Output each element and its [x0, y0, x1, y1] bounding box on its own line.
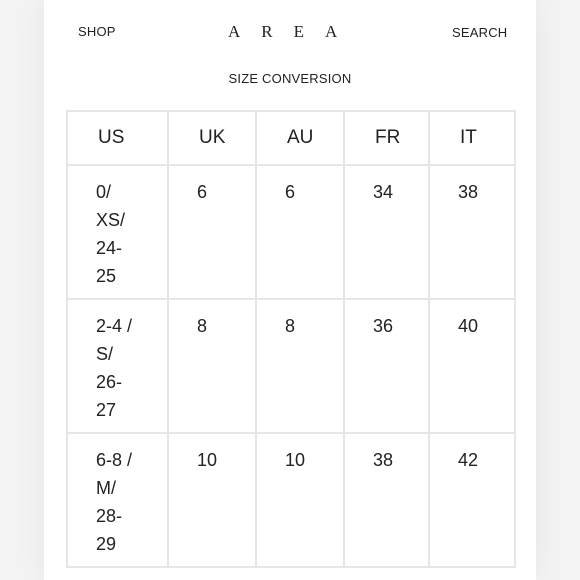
au-size: 10 [285, 450, 306, 470]
us-size-line: 25 [96, 266, 117, 286]
header-fr [344, 111, 429, 165]
au-size: 6 [285, 182, 296, 202]
uk-size: 6 [197, 182, 208, 202]
us-size-line: 28- [96, 506, 123, 526]
us-size-line: 24- [96, 238, 123, 258]
fr-size: 36 [373, 316, 394, 336]
header-label: UK [199, 127, 226, 148]
shop-link[interactable]: SHOP [78, 24, 116, 39]
size-table-container [66, 110, 516, 580]
cell-uk [168, 433, 256, 567]
header-uk [168, 111, 256, 165]
header-label: IT [460, 127, 477, 148]
cell-au [256, 165, 344, 299]
fr-size: 38 [373, 450, 394, 470]
header-au [256, 111, 344, 165]
header-label: FR [375, 127, 401, 148]
search-link[interactable]: SEARCH [452, 25, 508, 40]
us-size-line: 29 [96, 534, 117, 554]
fr-size: 34 [373, 182, 394, 202]
top-navigation [0, 0, 580, 60]
cell-fr [344, 165, 429, 299]
header-it [429, 111, 515, 165]
table-header-row [67, 111, 515, 165]
cell-it [429, 433, 515, 567]
cell-it [429, 299, 515, 433]
cell-uk [168, 165, 256, 299]
table-row [67, 433, 515, 567]
us-size-line: S/ [96, 344, 114, 364]
brand-logo[interactable]: AREA [228, 22, 359, 41]
cell-fr [344, 299, 429, 433]
it-size: 42 [458, 450, 479, 470]
cell-au [256, 299, 344, 433]
cell-fr [344, 433, 429, 567]
us-size-line: 27 [96, 400, 117, 420]
us-size-line: 0/ [96, 182, 112, 202]
cell-it [429, 165, 515, 299]
cell-us [67, 165, 168, 299]
us-size-line: 6-8 / [96, 450, 133, 470]
it-size: 40 [458, 316, 479, 336]
au-size: 8 [285, 316, 296, 336]
us-size-line: 2-4 / [96, 316, 133, 336]
us-size-line: 26- [96, 372, 123, 392]
cell-us [67, 299, 168, 433]
us-size-line: M/ [96, 478, 116, 498]
us-size-line: XS/ [96, 210, 126, 230]
header-us [67, 111, 168, 165]
header-label: AU [287, 127, 314, 148]
table-row [67, 165, 515, 299]
section-title: SIZE CONVERSION [228, 71, 352, 86]
header-label: US [98, 127, 125, 148]
it-size: 38 [458, 182, 479, 202]
cell-au [256, 433, 344, 567]
cell-uk [168, 299, 256, 433]
uk-size: 8 [197, 316, 208, 336]
uk-size: 10 [197, 450, 218, 470]
table-row [67, 299, 515, 433]
cell-us [67, 433, 168, 567]
size-conversion-table [66, 110, 516, 568]
